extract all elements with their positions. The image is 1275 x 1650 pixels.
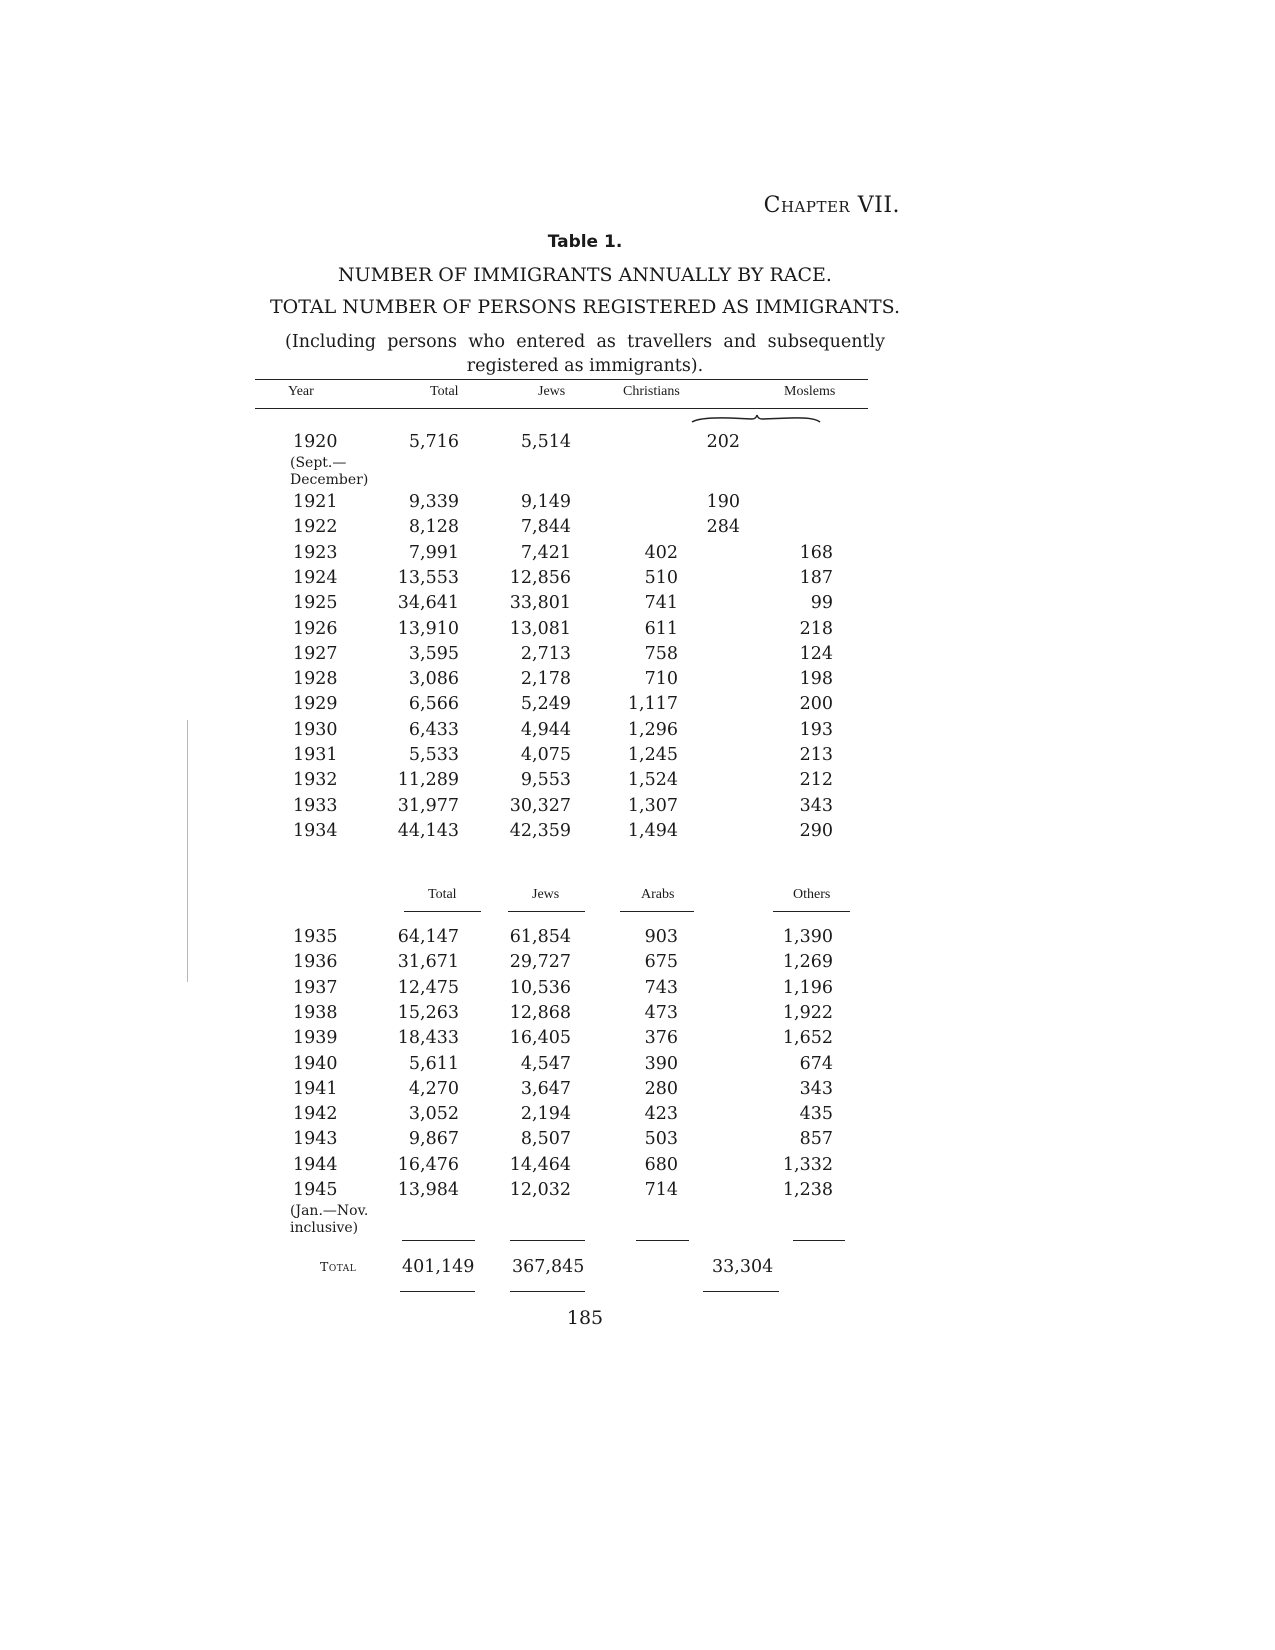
year-cell: 1935 xyxy=(293,927,338,947)
jews-cell: 2,713 xyxy=(520,643,571,664)
table-row xyxy=(0,770,1275,795)
table-row xyxy=(0,543,1275,568)
col-header-christians: Christians xyxy=(623,384,680,399)
year-cell: 1941 xyxy=(293,1078,338,1099)
total-cell: 5,716 xyxy=(408,432,459,452)
total-col-rule-top xyxy=(402,1240,475,1241)
table-row xyxy=(0,669,1275,694)
col2-header-jews: Jews xyxy=(532,887,560,902)
others-cell: 435 xyxy=(799,1104,833,1125)
year-cell: 1928 xyxy=(293,669,338,690)
total-cell: 31,671 xyxy=(397,952,459,973)
moslems-cell: 99 xyxy=(810,593,833,614)
others-cell: 1,390 xyxy=(782,927,833,947)
christians-cell: 1,296 xyxy=(627,719,678,740)
totals-jews: 367,845 xyxy=(512,1257,585,1277)
total-cell: 31,977 xyxy=(397,795,459,816)
table-row xyxy=(0,1028,1275,1053)
totals-label: Total xyxy=(320,1259,357,1274)
table-row xyxy=(0,1155,1275,1180)
year-cell: 1943 xyxy=(293,1129,338,1150)
total-cell: 12,475 xyxy=(397,977,459,998)
col-header-total: Total xyxy=(430,384,459,399)
chapter-heading xyxy=(0,193,900,218)
col-header-jews: Jews xyxy=(538,384,566,399)
moslems-cell: 343 xyxy=(799,795,833,816)
jews-cell: 13,081 xyxy=(509,618,571,639)
total-cell: 16,476 xyxy=(397,1154,459,1175)
year-cell: 1926 xyxy=(293,618,338,639)
jews-cell: 5,249 xyxy=(520,694,571,715)
total-cell: 5,533 xyxy=(408,745,459,765)
jews-cell: 9,149 xyxy=(520,492,571,512)
year-cell: 1927 xyxy=(293,643,338,664)
others-cell: 343 xyxy=(799,1078,833,1099)
table-row xyxy=(0,517,1275,542)
total-cell: 3,086 xyxy=(408,669,459,690)
moslems-cell: 200 xyxy=(799,694,833,715)
arabs-cell: 743 xyxy=(644,977,678,998)
table-row xyxy=(0,644,1275,669)
col2-header-total: Total xyxy=(428,887,457,902)
total-cell: 34,641 xyxy=(397,593,459,614)
table-row xyxy=(0,1054,1275,1079)
table-row xyxy=(0,1129,1275,1154)
christians-cell: 1,117 xyxy=(627,694,678,715)
total-cell: 13,984 xyxy=(397,1180,459,1200)
year-cell: 1937 xyxy=(293,977,338,998)
arabs-cell: 714 xyxy=(644,1180,678,1200)
table-title-line1: NUMBER OF IMMIGRANTS ANNUALLY BY RACE. xyxy=(338,264,832,286)
col2-jews-underline xyxy=(508,911,585,912)
moslems-cell: 198 xyxy=(799,669,833,690)
jews-cell: 42,359 xyxy=(509,820,571,841)
moslems-cell: 212 xyxy=(799,770,833,791)
chapter-numeral: VII. xyxy=(857,193,900,218)
total-cell: 9,867 xyxy=(408,1129,459,1150)
year-cell: 1931 xyxy=(293,745,338,765)
jews-cell: 12,868 xyxy=(509,1002,571,1023)
table-row xyxy=(0,978,1275,1003)
arabs-cell: 675 xyxy=(644,952,678,973)
year-note: (Jan.—Nov. inclusive) xyxy=(290,1203,369,1236)
christians-cell: 741 xyxy=(644,593,678,614)
jews-cell: 4,547 xyxy=(520,1053,571,1074)
year-cell: 1929 xyxy=(293,694,338,715)
christians-cell: 1,245 xyxy=(627,745,678,765)
others-cell: 1,922 xyxy=(782,1002,833,1023)
total-cell: 13,910 xyxy=(397,618,459,639)
margin-mark xyxy=(187,720,188,982)
moslems-cell: 290 xyxy=(799,820,833,841)
year-cell: 1945 xyxy=(293,1180,338,1200)
subtitle-line1: (Including persons who entered as travellers and subsequently xyxy=(285,332,885,352)
christians-cell: 1,494 xyxy=(627,820,678,841)
total-cell: 6,433 xyxy=(408,719,459,740)
jews-col-rule-top xyxy=(510,1240,585,1241)
col2-header-others: Others xyxy=(793,887,831,902)
table-row xyxy=(0,952,1275,977)
christians-cell: 402 xyxy=(644,542,678,563)
table-row xyxy=(0,796,1275,821)
table-subtitle xyxy=(285,330,885,378)
table-label: Table 1. xyxy=(547,232,623,252)
total-col-rule-bottom xyxy=(400,1291,475,1292)
arabs-col-rule-top xyxy=(636,1240,689,1241)
arabs-cell: 376 xyxy=(644,1028,678,1049)
table-row xyxy=(0,1079,1275,1104)
christians-cell: 1,524 xyxy=(627,770,678,791)
arabs-cell: 473 xyxy=(644,1002,678,1023)
col-header-year: Year xyxy=(288,384,314,399)
year-cell: 1924 xyxy=(293,567,338,588)
others-cell: 1,332 xyxy=(782,1154,833,1175)
total-cell: 15,263 xyxy=(397,1002,459,1023)
jews-cell: 7,844 xyxy=(520,517,571,538)
table-row xyxy=(0,492,1275,517)
christians-moslems-combined-cell: 284 xyxy=(706,517,740,538)
christians-cell: 510 xyxy=(644,567,678,588)
table-row xyxy=(0,694,1275,719)
year-cell: 1938 xyxy=(293,1002,338,1023)
jews-cell: 5,514 xyxy=(520,432,571,452)
table-row xyxy=(0,619,1275,644)
jews-cell: 30,327 xyxy=(509,795,571,816)
arabs-cell: 390 xyxy=(644,1053,678,1074)
year-note: (Sept.— December) xyxy=(290,455,369,488)
others-cell: 1,196 xyxy=(782,977,833,998)
non-jews-col-rule-bottom xyxy=(703,1291,779,1292)
year-cell: 1939 xyxy=(293,1028,338,1049)
jews-cell: 12,032 xyxy=(509,1180,571,1200)
arabs-cell: 503 xyxy=(644,1129,678,1150)
chapter-word: Chapter xyxy=(763,193,851,218)
totals-non-jews: 33,304 xyxy=(712,1257,774,1277)
christians-cell: 1,307 xyxy=(627,795,678,816)
moslems-cell: 124 xyxy=(799,643,833,664)
total-cell: 44,143 xyxy=(397,820,459,841)
jews-cell: 4,075 xyxy=(520,745,571,765)
total-cell: 13,553 xyxy=(397,567,459,588)
jews-cell: 7,421 xyxy=(520,542,571,563)
others-cell: 1,652 xyxy=(782,1028,833,1049)
jews-col-rule-bottom xyxy=(510,1291,585,1292)
col2-total-underline xyxy=(404,911,481,912)
total-cell: 6,566 xyxy=(408,694,459,715)
col2-others-underline xyxy=(773,911,850,912)
jews-cell: 9,553 xyxy=(520,770,571,791)
moslems-cell: 213 xyxy=(799,745,833,765)
year-cell: 1925 xyxy=(293,593,338,614)
arabs-cell: 680 xyxy=(644,1154,678,1175)
jews-cell: 29,727 xyxy=(509,952,571,973)
christians-moslems-combined-cell: 202 xyxy=(706,432,740,452)
jews-cell: 61,854 xyxy=(509,927,571,947)
others-col-rule-top xyxy=(793,1240,845,1241)
jews-cell: 3,647 xyxy=(520,1078,571,1099)
year-cell: 1934 xyxy=(293,820,338,841)
others-cell: 1,238 xyxy=(782,1180,833,1200)
table-row xyxy=(0,568,1275,593)
moslems-cell: 218 xyxy=(799,618,833,639)
table-row xyxy=(0,1104,1275,1129)
total-cell: 7,991 xyxy=(408,542,459,563)
subtitle-line2: registered as immigrants). xyxy=(466,356,704,376)
total-cell: 8,128 xyxy=(408,517,459,538)
jews-cell: 16,405 xyxy=(509,1028,571,1049)
year-cell: 1930 xyxy=(293,719,338,740)
year-cell: 1932 xyxy=(293,770,338,791)
jews-cell: 33,801 xyxy=(509,593,571,614)
year-cell: 1944 xyxy=(293,1154,338,1175)
year-cell: 1922 xyxy=(293,517,338,538)
christians-cell: 758 xyxy=(644,643,678,664)
christians-moslems-combined-cell: 190 xyxy=(706,492,740,512)
page-number: 185 xyxy=(566,1307,604,1329)
moslems-cell: 168 xyxy=(799,542,833,563)
col2-header-arabs: Arabs xyxy=(641,887,675,902)
jews-cell: 4,944 xyxy=(520,719,571,740)
total-cell: 3,595 xyxy=(408,643,459,664)
christians-cell: 611 xyxy=(644,618,678,639)
totals-total: 401,149 xyxy=(402,1257,475,1277)
total-cell: 18,433 xyxy=(397,1028,459,1049)
total-cell: 9,339 xyxy=(408,492,459,512)
total-cell: 64,147 xyxy=(397,927,459,947)
total-cell: 4,270 xyxy=(408,1078,459,1099)
arabs-cell: 903 xyxy=(644,927,678,947)
table-row xyxy=(0,432,1275,457)
table-row xyxy=(0,1180,1275,1205)
header-bottom-rule xyxy=(255,408,868,409)
table-row xyxy=(0,593,1275,618)
jews-cell: 10,536 xyxy=(509,977,571,998)
year-cell: 1921 xyxy=(293,492,338,512)
table-row xyxy=(0,821,1275,846)
jews-cell: 2,178 xyxy=(520,669,571,690)
year-cell: 1920 xyxy=(293,432,338,452)
jews-cell: 14,464 xyxy=(509,1154,571,1175)
others-cell: 674 xyxy=(799,1053,833,1074)
year-cell: 1940 xyxy=(293,1053,338,1074)
jews-cell: 8,507 xyxy=(520,1129,571,1150)
year-cell: 1942 xyxy=(293,1104,338,1125)
arabs-cell: 280 xyxy=(644,1078,678,1099)
col2-arabs-underline xyxy=(620,911,694,912)
header-top-rule xyxy=(255,379,868,380)
table-row xyxy=(0,745,1275,770)
others-cell: 1,269 xyxy=(782,952,833,973)
year-cell: 1933 xyxy=(293,795,338,816)
arabs-cell: 423 xyxy=(644,1104,678,1125)
combined-columns-brace xyxy=(690,414,822,428)
year-cell: 1923 xyxy=(293,542,338,563)
table-row xyxy=(0,720,1275,745)
year-cell: 1936 xyxy=(293,952,338,973)
moslems-cell: 193 xyxy=(799,719,833,740)
others-cell: 857 xyxy=(799,1129,833,1150)
total-cell: 11,289 xyxy=(397,770,459,791)
table-title-line2: TOTAL NUMBER OF PERSONS REGISTERED AS IMMIGRANTS. xyxy=(269,296,900,318)
jews-cell: 12,856 xyxy=(509,567,571,588)
col-header-moslems: Moslems xyxy=(784,384,836,399)
jews-cell: 2,194 xyxy=(520,1104,571,1125)
total-cell: 3,052 xyxy=(408,1104,459,1125)
total-cell: 5,611 xyxy=(408,1053,459,1074)
christians-cell: 710 xyxy=(644,669,678,690)
table-row xyxy=(0,1003,1275,1028)
moslems-cell: 187 xyxy=(799,567,833,588)
table-row xyxy=(0,927,1275,952)
